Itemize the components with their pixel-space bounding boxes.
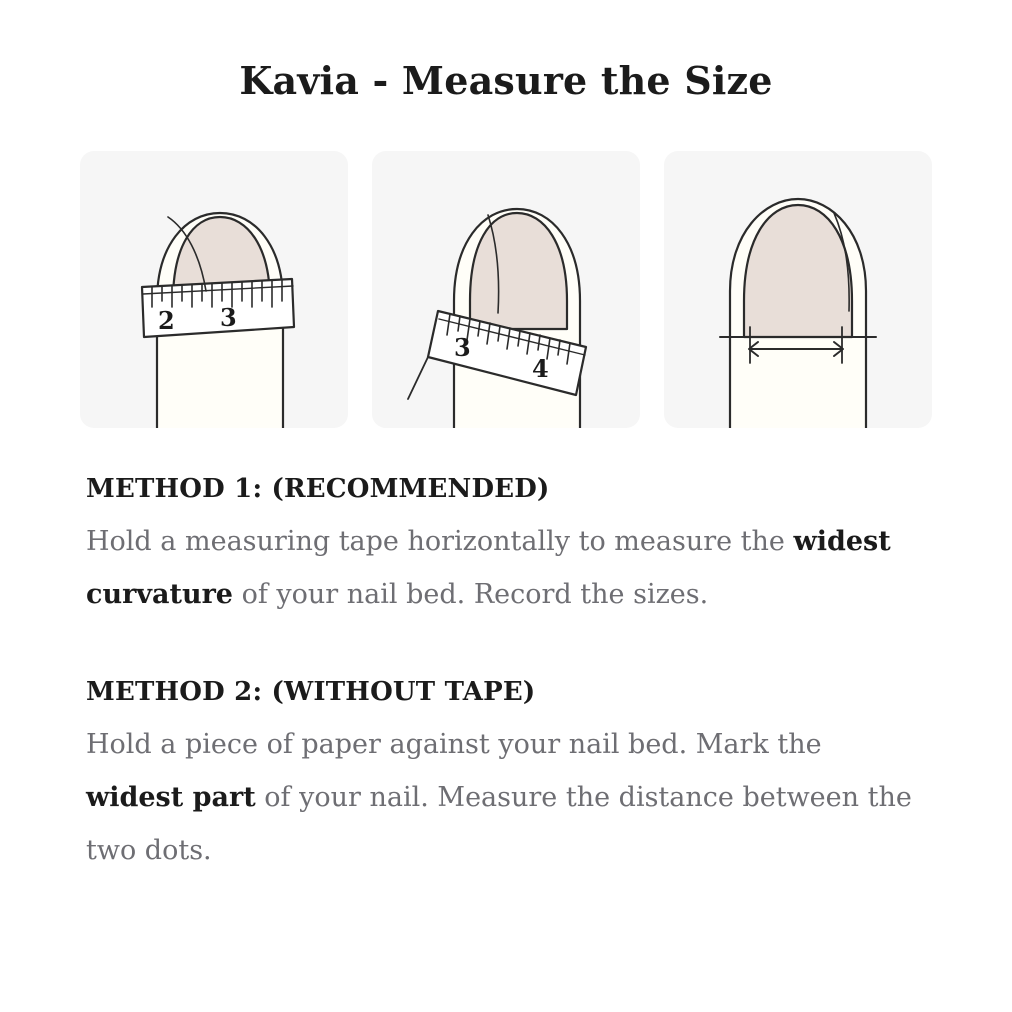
instructions bbox=[86, 474, 926, 877]
method-2-emphasis: widest part bbox=[86, 781, 256, 813]
method-2-heading: METHOD 2: (WITHOUT TAPE) bbox=[86, 677, 536, 708]
tick-label-4: 4 bbox=[532, 354, 549, 383]
figure-row bbox=[0, 151, 1012, 428]
method-2-text-before: Hold a piece of paper against your nail bed. Mark the bbox=[86, 729, 822, 761]
figure-tape-horizontal-across-nail bbox=[80, 151, 348, 428]
figure-paper-mark-width bbox=[664, 151, 932, 428]
method-2-text-after: of your nail. Measure the distance between the two dots. bbox=[86, 781, 912, 866]
tape-horizontal-across-nail-icon bbox=[80, 151, 348, 428]
tape-angled-across-nail-icon bbox=[372, 151, 640, 428]
tick-label-3: 3 bbox=[454, 333, 471, 362]
method-1-text bbox=[86, 516, 926, 621]
tick-label-2: 2 bbox=[158, 306, 175, 335]
method-2-block bbox=[86, 677, 926, 877]
method-1-text-before: Hold a measuring tape horizontally to measure the bbox=[86, 526, 794, 557]
figure-tape-angled-across-nail bbox=[372, 151, 640, 428]
method-1-emphasis: widest curvature bbox=[86, 526, 891, 610]
method-1-heading: METHOD 1: (RECOMMENDED) bbox=[86, 474, 550, 504]
method-2-text bbox=[86, 719, 926, 877]
method-1-text-after: of your nail bed. Record the sizes. bbox=[232, 578, 709, 610]
tick-label-3: 3 bbox=[220, 303, 237, 332]
method-1-block bbox=[86, 474, 926, 621]
page-title: Kavia - Measure the Size bbox=[239, 58, 773, 103]
paper-mark-width-icon bbox=[664, 151, 932, 428]
